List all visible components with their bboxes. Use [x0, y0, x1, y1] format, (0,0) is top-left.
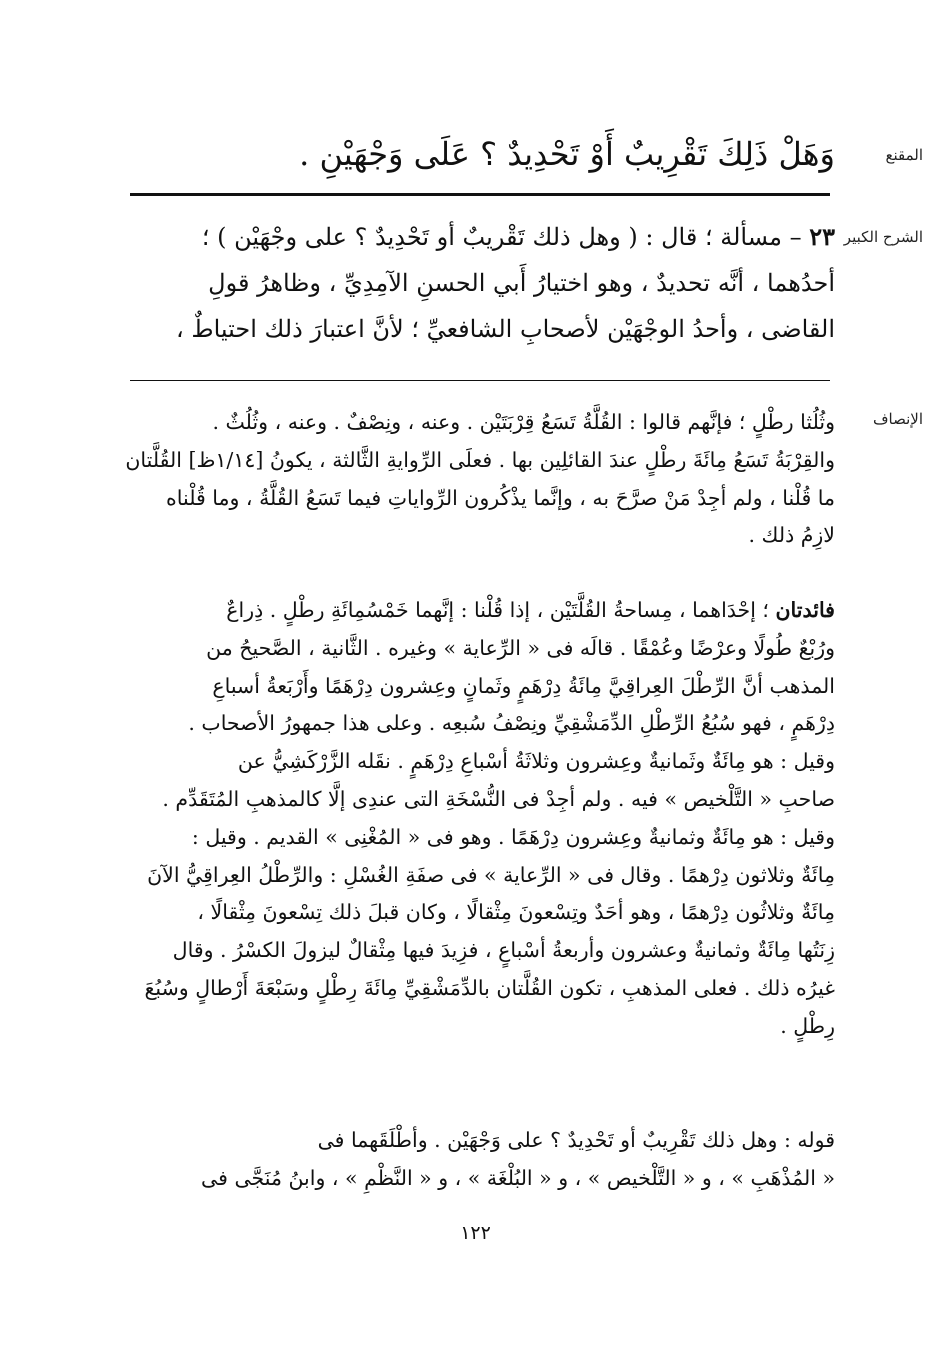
- sharh-text-block: [120, 214, 835, 352]
- insaf-line: قوله : وهل ذلك تَقْرِيبٌ أو تَحْدِيدٌ ؟ على وَجْهَيْن . وأطْلَقَهما فى: [317, 1128, 835, 1152]
- muqni-text-block: [120, 124, 835, 184]
- sharh-line-3: القاضى ، وأحدُ الوجْهَيْن لأصحابِ الشافعيِّ ؛ لأنَّ اعتبارَ ذلك احتياطٌ ،: [176, 315, 835, 343]
- insaf-label: الإنصاف: [872, 410, 923, 428]
- insaf-line: وثُلُثا رطْلٍ ؛ فإنَّهم قالوا : القُلَّةُ تَسَعُ قِرْبَتَيْن . وعنه ، ونِصْفٌ . وعنه ، وثُلُثٌ .: [212, 410, 835, 434]
- rule-thin: [130, 380, 830, 381]
- insaf-line: [120, 592, 835, 630]
- sharh-line-2: أحدُهما ، أنَّه تحديدٌ ، وهو اختيارُ أَبي الحسنِ الآمِدِيِّ ، وظاهرُ قولِ: [208, 269, 835, 297]
- issue-number: ٢٣: [809, 222, 835, 251]
- page-number: ١٢٢: [460, 1222, 491, 1244]
- insaf-line: رِطْلٍ .: [780, 1013, 835, 1038]
- insaf-para-3: [120, 1122, 835, 1198]
- insaf-line: ما قُلْنا ، ولم أجِدْ مَنْ صرَّحَ به ، وإنَّما يذْكُرون الرِّواياتِ فيما تَسَعُ القُلَّةُ ، وما قُلْناه: [166, 485, 835, 510]
- insaf-line: وقيل : هو مِائَةٌ وثمانيةٌ وعِشرون دِرْهَمًا . وهو فى « المُغْنِى » القديم . وقيل :: [191, 824, 835, 849]
- insaf-line: ورُبْعٌ طُولًا وعرْضًا وعُمْقًا . قالَه فى « الرِّعاية » وغيره . الثَّانية ، الصَّحيحُ من: [206, 635, 835, 660]
- muqni-label: المقنع: [885, 146, 923, 164]
- fawaid-first-line: ؛ إحْدَاهما ، مِساحةُ القُلَّتَيْن ، إذا قُلْنا : إنَّهما خَمْسُمِائَةِ رطْلٍ . ذِراعٌ: [226, 598, 776, 622]
- insaf-line: دِرْهَمٍ ، فهو سُبُعُ الرِّطْلِ الدِّمَشْقِيِّ ونِصْفُ سُبعِه . وعلى هذا جمهورُ الأصحاب .: [188, 711, 835, 736]
- insaf-line: صاحبِ « التَّلْخيص » فيه . ولم أجِدْ فى النُّسْخَةِ التى عندِى إلَّا كالمذهبِ المُتَقَدِّم .: [162, 786, 835, 811]
- sharh-line-1-text: – مسألة ؛ قال : ( وهل ذلك تَقْريبٌ أو تَحْدِيدٌ ؟ على وجْهَيْن ) ؛: [201, 223, 810, 251]
- insaf-line: « المُذْهَبِ » ، و « التَّلْخيص » ، و « البُلْغَة » ، و « النَّظْمِ » ، وابنُ مُنَجَّى فى: [201, 1165, 835, 1190]
- fawaid-heading: فائدتان: [775, 598, 835, 622]
- rule-thick: [130, 193, 830, 196]
- insaf-line: لازِمُ ذلك .: [748, 523, 835, 548]
- insaf-para-2: [120, 592, 835, 1046]
- insaf-line: والقِرْبَةُ تَسَعُ مِائَةَ رطْلٍ عندَ القائلِين بها . فعلَى الرِّوايةِ الثَّالثة ، يكونُ [١/١٤ظ] القُلَّتان: [125, 447, 835, 472]
- muqni-line: وَهَلْ ذَلِكَ تَقْرِيبٌ أَوْ تَحْدِيدٌ ؟ عَلَى وَجْهَيْنِ .: [299, 135, 835, 173]
- insaf-para-1: [120, 404, 835, 555]
- insaf-line: وقيل : هو مِائَةٌ وثَمانيةٌ وعِشرون وثلاثَةُ أسْباعِ دِرْهَمٍ . نقَله الزَّرْكَشِيُّ عن: [237, 749, 835, 774]
- sharh-line-1: [120, 214, 835, 260]
- insaf-line: زِنَتُها مِائَةٌ وثمانيةٌ وعشرون وأربعةُ أسْباعٍ ، فزِيدَ فيها مِثْقالٌ ليزولَ الكسْرُ . وقال: [172, 938, 835, 963]
- insaf-line: مِائَةٌ وثلاثُون دِرْهمًا ، وهو أحَدٌ وتِسْعونَ مِثْقالًا ، وكان قبلَ ذلك تِسْعونَ مِثْقالًا ،: [197, 900, 835, 925]
- insaf-line: غيرُه ذلك . فعلى المذهبِ ، تكون القُلَّتان بالدِّمَشْقِيِّ مِائَةَ رِطْلٍ وسَبْعَةَ أَرْطالٍ وسُبُعَ: [144, 975, 835, 1000]
- insaf-line: مِائَةٌ وثلاثون دِرْهمًا . وقال فى « الرِّعاية » فى صفَةِ الغُسْلِ : والرِّطْلُ العِراقِيُّ الآنَ: [147, 862, 835, 887]
- sharh-label: الشرح الكبير: [843, 228, 923, 246]
- insaf-line: المذهب أنَّ الرِّطْلَ العِراقِيَّ مِائَةُ دِرْهَمٍ وثَمانٍ وعِشرون دِرْهَمًا وأَرْبَعةُ أسباعِ: [212, 673, 835, 698]
